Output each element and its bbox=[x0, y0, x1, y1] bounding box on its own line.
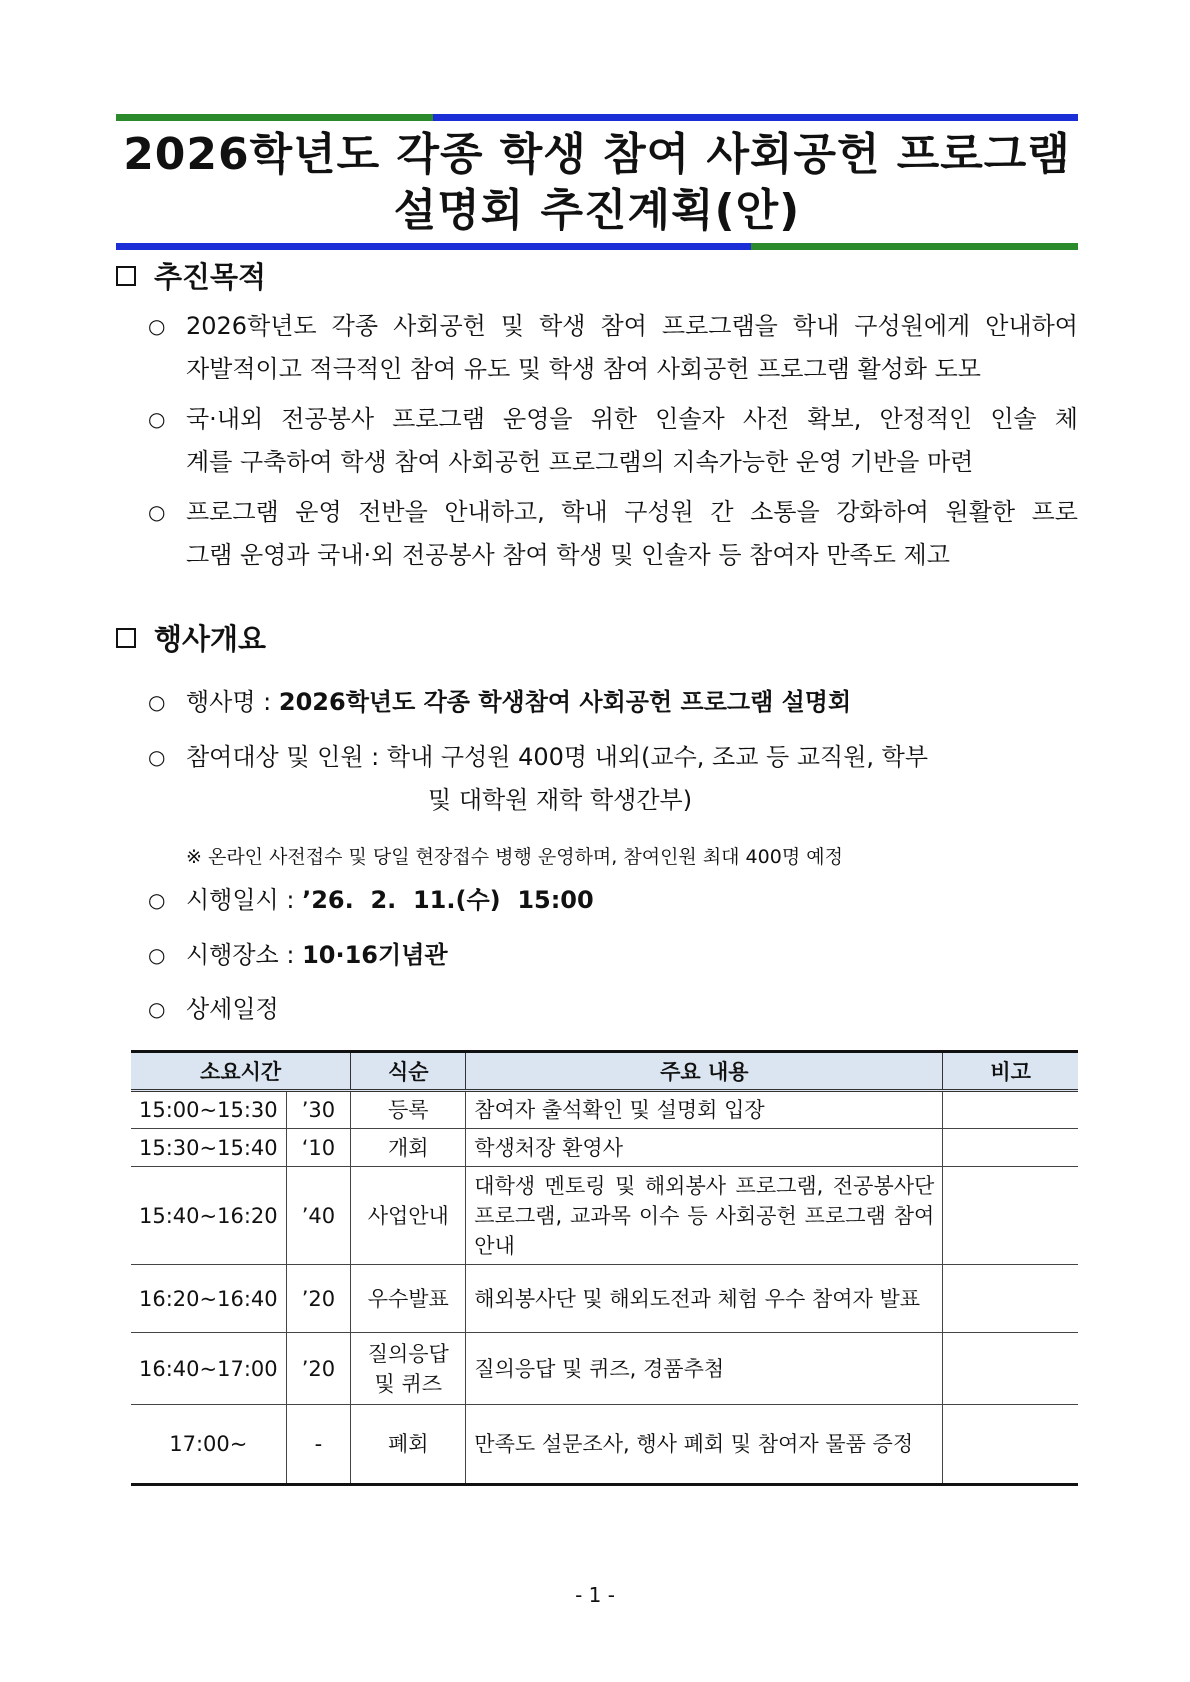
bullet-line: 자발적이고 적극적인 참여 유도 및 학생 참여 사회공헌 프로그램 활성화 도모 bbox=[186, 355, 981, 383]
schedule-label-row bbox=[148, 991, 279, 1027]
cell-content: 참여자 출석확인 및 설명회 입장 bbox=[466, 1091, 943, 1129]
cell-item: 우수발표 bbox=[351, 1265, 466, 1333]
title-block bbox=[116, 114, 1078, 250]
section-heading-overview bbox=[116, 617, 266, 658]
participants-row-cont bbox=[428, 782, 692, 818]
participants-value-1: 학내 구성원 400명 내외(교수, 조교 등 교직원, 학부 bbox=[386, 743, 929, 771]
title-line-2: 설명회 추진계획(안) bbox=[393, 185, 801, 236]
cell-duration: ’20 bbox=[286, 1265, 351, 1333]
purpose-bullet-1 bbox=[148, 305, 1078, 391]
purpose-bullet-2 bbox=[148, 398, 1078, 484]
cell-item: 사업안내 bbox=[351, 1167, 466, 1265]
cell-duration: - bbox=[286, 1405, 351, 1485]
schedule-label: 상세일정 bbox=[186, 995, 279, 1023]
bullet-circle-icon: ○ bbox=[148, 407, 166, 431]
table-row bbox=[131, 1167, 1078, 1265]
bullet-line: 계를 구축하여 학생 참여 사회공헌 프로그램의 지속가능한 운영 기반을 마련 bbox=[186, 448, 974, 476]
bullet-circle-icon: ○ bbox=[148, 997, 166, 1021]
title-top-bar bbox=[116, 114, 1078, 121]
place-row bbox=[148, 937, 448, 973]
bullet-circle-icon: ○ bbox=[148, 888, 166, 912]
cell-item: 질의응답 및 퀴즈 bbox=[351, 1333, 466, 1405]
bullet-line: 2026학년도 각종 사회공헌 및 학생 참여 프로그램을 학내 구성원에게 안내하여 bbox=[186, 312, 1078, 340]
bullet-line: 프로그램 운영 전반을 안내하고, 학내 구성원 간 소통을 강화하여 원활한 프로 bbox=[186, 498, 1078, 526]
cell-time: 16:40~17:00 bbox=[131, 1333, 286, 1405]
cell-time: 15:00~15:30 bbox=[131, 1091, 286, 1129]
cell-item: 폐회 bbox=[351, 1405, 466, 1485]
bullet-circle-icon: ○ bbox=[148, 690, 166, 714]
table-row bbox=[131, 1405, 1078, 1485]
page-number: - 1 - bbox=[575, 1583, 615, 1607]
place-key: 시행장소 : bbox=[186, 941, 303, 969]
checkbox-icon bbox=[116, 266, 136, 286]
cell-duration: ’30 bbox=[286, 1091, 351, 1129]
date-value: ’26. 2. 11.(수) 15:00 bbox=[302, 886, 594, 914]
cell-duration: ’40 bbox=[286, 1167, 351, 1265]
cell-content: 질의응답 및 퀴즈, 경품추첨 bbox=[466, 1333, 943, 1405]
header-agenda: 식순 bbox=[351, 1052, 466, 1091]
participants-value-2: 및 대학원 재학 학생간부) bbox=[428, 786, 693, 814]
cell-time: 15:40~16:20 bbox=[131, 1167, 286, 1265]
event-name-key: 행사명 : bbox=[186, 688, 279, 716]
bullet-circle-icon: ○ bbox=[148, 943, 166, 967]
title-line-1: 2026학년도 각종 학생 참여 사회공헌 프로그램 bbox=[123, 129, 1071, 180]
cell-content: 대학생 멘토링 및 해외봉사 프로그램, 전공봉사단 프로그램, 교과목 이수 등 사회공헌 프로그램 참여 안내 bbox=[466, 1167, 943, 1265]
participants-key: 참여대상 및 인원 : bbox=[186, 743, 387, 771]
cell-note bbox=[943, 1265, 1078, 1333]
cell-item: 개회 bbox=[351, 1129, 466, 1167]
cell-time: 16:20~16:40 bbox=[131, 1265, 286, 1333]
date-key: 시행일시 : bbox=[186, 886, 303, 914]
table-header-row bbox=[131, 1052, 1078, 1091]
purpose-bullet-3 bbox=[148, 491, 1078, 577]
table-row bbox=[131, 1265, 1078, 1333]
bullet-circle-icon: ○ bbox=[148, 314, 166, 338]
cell-time: 15:30~15:40 bbox=[131, 1129, 286, 1167]
place-value: 10·16기념관 bbox=[302, 941, 448, 969]
bullet-line: 국·내외 전공봉사 프로그램 운영을 위한 인솔자 사전 확보, 안정적인 인솔 체 bbox=[186, 405, 1078, 433]
bullet-circle-icon: ○ bbox=[148, 745, 166, 769]
section-heading-purpose bbox=[116, 255, 266, 296]
section-heading-label: 추진목적 bbox=[154, 260, 267, 294]
checkbox-icon bbox=[116, 628, 136, 648]
section-heading-label: 행사개요 bbox=[154, 622, 267, 656]
title-bottom-bar bbox=[116, 243, 1078, 250]
cell-note bbox=[943, 1091, 1078, 1129]
event-name-value: 2026학년도 각종 학생참여 사회공헌 프로그램 설명회 bbox=[278, 688, 852, 716]
schedule-table bbox=[131, 1050, 1078, 1486]
cell-note bbox=[943, 1129, 1078, 1167]
cell-duration: ’20 bbox=[286, 1333, 351, 1405]
document-title bbox=[116, 121, 1078, 243]
cell-content: 학생처장 환영사 bbox=[466, 1129, 943, 1167]
header-content: 주요 내용 bbox=[466, 1052, 943, 1091]
table-row bbox=[131, 1333, 1078, 1405]
bullet-line: 그램 운영과 국내·외 전공봉사 참여 학생 및 인솔자 등 참여자 만족도 제고 bbox=[186, 541, 950, 569]
event-name-row bbox=[148, 684, 851, 720]
header-duration: 소요시간 bbox=[131, 1052, 351, 1091]
reference-note: ※ 온라인 사전접수 및 당일 현장접수 병행 운영하며, 참여인원 최대 400명 예정 bbox=[186, 846, 843, 868]
date-row bbox=[148, 882, 594, 918]
cell-note bbox=[943, 1405, 1078, 1485]
cell-duration: ‘10 bbox=[286, 1129, 351, 1167]
participants-row bbox=[148, 739, 928, 775]
cell-note bbox=[943, 1333, 1078, 1405]
table-row bbox=[131, 1129, 1078, 1167]
header-remarks: 비고 bbox=[943, 1052, 1078, 1091]
cell-note bbox=[943, 1167, 1078, 1265]
cell-content: 해외봉사단 및 해외도전과 체험 우수 참여자 발표 bbox=[466, 1265, 943, 1333]
cell-content: 만족도 설문조사, 행사 폐회 및 참여자 물품 증정 bbox=[466, 1405, 943, 1485]
cell-time: 17:00~ bbox=[131, 1405, 286, 1485]
bullet-circle-icon: ○ bbox=[148, 500, 166, 524]
table-row bbox=[131, 1091, 1078, 1129]
cell-item: 등록 bbox=[351, 1091, 466, 1129]
